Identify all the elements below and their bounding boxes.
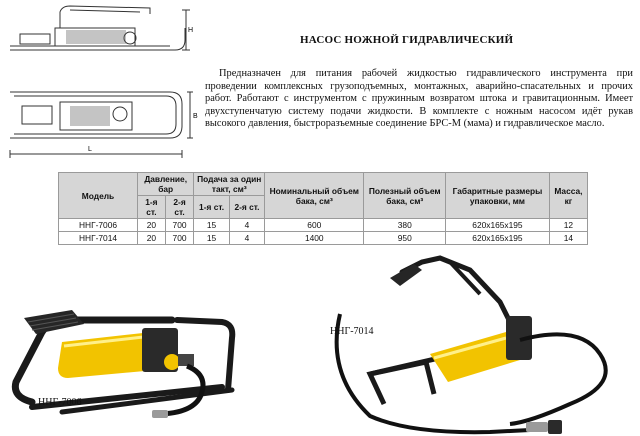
cell-p1: 20	[138, 232, 166, 245]
table-row	[59, 219, 588, 232]
header-flow-stage2: 2-я ст.	[229, 196, 264, 219]
header-model: Модель	[59, 173, 138, 219]
technical-drawing	[0, 0, 200, 162]
cell-dims: 620х165х195	[446, 232, 550, 245]
dim-l-label: L	[88, 146, 92, 153]
header-flow: Подача за один такт, см³	[194, 173, 265, 196]
cell-tank-useful: 380	[364, 219, 446, 232]
cell-f2: 4	[229, 232, 264, 245]
cell-tank-nominal: 1400	[265, 232, 364, 245]
cell-tank-useful: 950	[364, 232, 446, 245]
cell-mass: 14	[549, 232, 587, 245]
pump-7014-label: ННГ-7014	[330, 326, 374, 337]
header-tank-nominal: Номинальный объем бака, см³	[265, 173, 364, 219]
page-title: НАСОС НОЖНОЙ ГИДРАВЛИЧЕСКИЙ	[300, 34, 514, 46]
dim-b-label: B	[193, 113, 198, 120]
cell-f1: 15	[194, 219, 229, 232]
table-row	[59, 232, 588, 245]
spec-table	[58, 172, 588, 245]
cell-p2: 700	[165, 232, 194, 245]
cell-f2: 4	[229, 219, 264, 232]
header-pressure-stage2: 2-я ст.	[165, 196, 194, 219]
cell-mass: 12	[549, 219, 587, 232]
header-tank-useful: Полезный объем бака, см³	[364, 173, 446, 219]
pump-7014-photo	[330, 254, 636, 436]
cell-p2: 700	[165, 219, 194, 232]
header-pressure-stage1: 1-я ст.	[138, 196, 166, 219]
cell-p1: 20	[138, 219, 166, 232]
header-flow-stage1: 1-я ст.	[194, 196, 229, 219]
header-mass: Масса, кг	[549, 173, 587, 219]
cell-model: ННГ-7006	[59, 219, 138, 232]
dim-h-label: H	[188, 27, 194, 34]
cell-tank-nominal: 600	[265, 219, 364, 232]
cell-dims: 620х165х195	[446, 219, 550, 232]
cell-model: ННГ-7014	[59, 232, 138, 245]
description-text: Предназначен для питания рабочей жидкостью гидравлического инструмента при проведении комплексных грузоподъемных, монтажных, аварийно-спасательных и прочих работ. Работают с инструментом с пружинным возвратом штока и гравитационным. Имеет двухступенчатую систему подачи жидкости. В комплекте с ножным насосом идёт рукав высокого давления, быстроразъемные соединение БРС-М (мама) и гидравлическое масло.	[205, 68, 633, 130]
pump-7006-label: ННГ-7006	[38, 397, 82, 408]
cell-f1: 15	[194, 232, 229, 245]
header-pressure: Давление, бар	[138, 173, 194, 196]
header-dims: Габаритные размеры упаковки, мм	[446, 173, 550, 219]
